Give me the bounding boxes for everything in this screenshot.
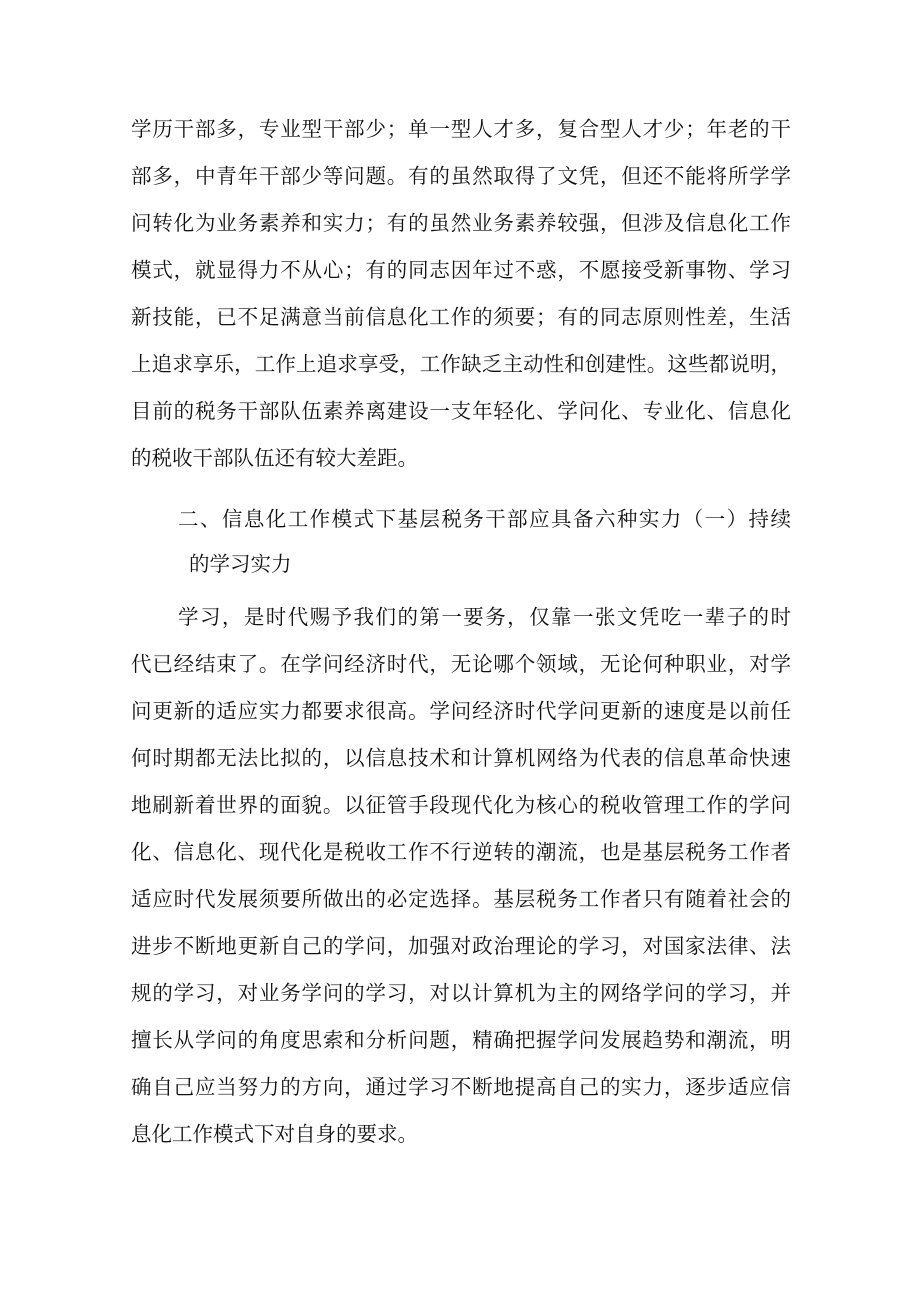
paragraph2-line-11: 确自己应当努力的方向，通过学习不断地提高自己的实力，逐步适应信 xyxy=(131,1075,791,1099)
section-heading-line-1: 二、信息化工作模式下基层税务干部应具备六种实力（一）持续 xyxy=(178,507,791,531)
paragraph1-line-2: 部多，中青年干部少等问题。有的虽然取得了文凭，但还不能将所学学 xyxy=(131,164,791,188)
paragraph1-line-1: 学历干部多，专业型干部少；单一型人才多，复合型人才少；年老的干 xyxy=(131,117,791,141)
paragraph1-line-6: 上追求享乐，工作上追求享受，工作缺乏主动性和创建性。这些都说明， xyxy=(131,352,791,376)
paragraph2-line-10: 擅长从学问的角度思索和分析问题，精确把握学问发展趋势和潮流，明 xyxy=(131,1028,791,1052)
paragraph1-line-8: 的税收干部队伍还有较大差距。 xyxy=(131,446,418,470)
paragraph2-line-7: 适应时代发展须要所做出的必定选择。基层税务工作者只有随着社会的 xyxy=(131,887,791,911)
paragraph2-line-4: 何时期都无法比拟的，以信息技术和计算机网络为代表的信息革命快速 xyxy=(131,746,791,770)
paragraph2-line-8: 进步不断地更新自己的学问，加强对政治理论的学习，对国家法律、法 xyxy=(131,934,791,958)
paragraph1-line-3: 问转化为业务素养和实力；有的虽然业务素养较强，但涉及信息化工作 xyxy=(131,211,791,235)
paragraph2-line-2: 代已经结束了。在学问经济时代，无论哪个领域，无论何种职业，对学 xyxy=(131,652,791,676)
paragraph2-line-9: 规的学习，对业务学问的学习，对以计算机为主的网络学问的学习，并 xyxy=(131,981,791,1005)
paragraph1-line-4: 模式，就显得力不从心；有的同志因年过不惑，不愿接受新事物、学习 xyxy=(131,258,791,282)
section-heading-line-2: 的学习实力 xyxy=(189,552,292,576)
paragraph2-line-3: 问更新的适应实力都要求很高。学问经济时代学问更新的速度是以前任 xyxy=(131,699,791,723)
paragraph2-line-12: 息化工作模式下对自身的要求。 xyxy=(131,1122,418,1146)
paragraph2-line-6: 化、信息化、现代化是税收工作不行逆转的潮流，也是基层税务工作者 xyxy=(131,840,791,864)
paragraph1-line-7: 目前的税务干部队伍素养离建设一支年轻化、学问化、专业化、信息化 xyxy=(131,399,791,423)
paragraph1-line-5: 新技能，已不足满意当前信息化工作的须要；有的同志原则性差，生活 xyxy=(131,305,791,329)
paragraph2-line-5: 地刷新着世界的面貌。以征管手段现代化为核心的税收管理工作的学问 xyxy=(131,793,791,817)
paragraph2-line-1: 学习，是时代赐予我们的第一要务，仅靠一张文凭吃一辈子的时 xyxy=(178,605,791,629)
